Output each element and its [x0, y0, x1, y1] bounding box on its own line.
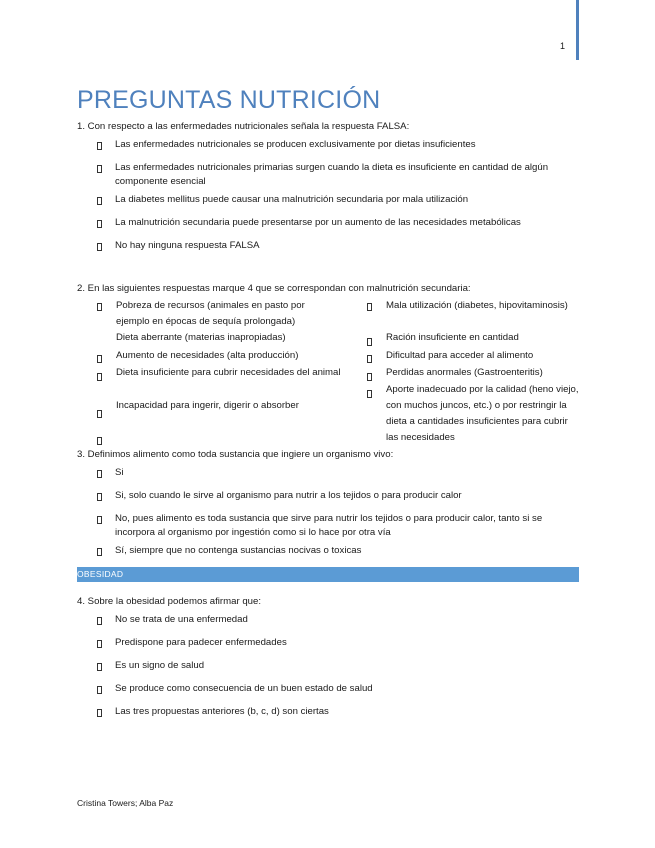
options-right-column [347, 298, 579, 443]
checkbox-icon[interactable] [97, 663, 102, 671]
checkbox-icon[interactable] [97, 303, 102, 311]
checkbox-icon[interactable] [97, 165, 102, 173]
option-label: Si, solo cuando le sirve al organismo para nutrir a los tejidos o para producir calor [115, 490, 462, 501]
option-label: Las enfermedades nutricionales primarias surgen cuando la dieta es insuficiente en cantidad de algún componente esencial [115, 162, 549, 187]
checkbox-icon[interactable] [97, 640, 102, 648]
checkbox-icon[interactable] [97, 686, 102, 694]
checkbox-icon[interactable] [367, 390, 372, 398]
option-label: Las enfermedades nutricionales se producen exclusivamente por dietas insuficientes [115, 139, 476, 150]
q4-option-c[interactable] [77, 657, 579, 680]
q1-option-e[interactable] [77, 237, 579, 260]
question-1-text: 1. Con respecto a las enfermedades nutricionales señala la respuesta FALSA: [77, 121, 410, 132]
checkbox-icon[interactable] [97, 410, 102, 418]
checkbox-icon[interactable] [97, 355, 102, 363]
checkbox-icon[interactable] [367, 355, 372, 363]
checkbox-icon[interactable] [97, 470, 102, 478]
option-label: No hay ninguna respuesta FALSA [115, 240, 260, 251]
q4-option-e[interactable] [77, 703, 579, 726]
question-4 [77, 592, 579, 726]
question-2-options [77, 298, 579, 443]
option-label: Es un signo de salud [115, 660, 205, 671]
option-label: Las tres propuestas anteriores (b, c, d) son ciertas [115, 706, 329, 717]
option-label: La malnutrición secundaria puede presentarse por un aumento de las necesidades metabólicas [115, 217, 521, 228]
question-3-text: 3. Definimos alimento como toda sustancia que ingiere un organismo vivo: [77, 449, 394, 460]
checkbox-icon[interactable] [97, 617, 102, 625]
option-label: No, pues alimento es toda sustancia que sirve para nutrir los tejidos o para producir calor, tanto si se incorpora al organismo por ingestión como si lo hace por otra vía [115, 513, 543, 538]
q3-option-d[interactable] [77, 542, 579, 565]
q1-option-c[interactable] [77, 191, 579, 214]
options-left-column [77, 298, 347, 443]
option-label: Si [115, 467, 124, 478]
q4-option-d[interactable] [77, 680, 579, 703]
q2-left-option-2: Dieta aberrante (materias inapropiadas) [116, 332, 286, 343]
question-3-options [77, 464, 579, 565]
checkbox-icon[interactable] [97, 373, 102, 381]
q2-right-option-5: Aporte inadecuado por la calidad (heno viejo, con muchos juncos, etc.) o por restringir la dieta a cantidades insuficientes para cubrir las necesidades [386, 384, 579, 443]
question-3 [77, 445, 579, 565]
question-1 [77, 117, 579, 260]
checkbox-icon[interactable] [367, 338, 372, 346]
header-rule [576, 0, 579, 60]
q3-option-a[interactable] [77, 464, 579, 487]
checkbox-icon[interactable] [97, 142, 102, 150]
q2-right-option-3: Dificultad para acceder al alimento [386, 350, 534, 361]
question-2-text: 2. En las siguientes respuestas marque 4 que se correspondan con malnutrición secundaria: [77, 283, 471, 294]
footer-authors: Cristina Towers; Alba Paz [77, 798, 174, 808]
option-label: Se produce como consecuencia de un buen estado de salud [115, 683, 373, 694]
checkbox-icon[interactable] [97, 548, 102, 556]
checkbox-icon[interactable] [97, 243, 102, 251]
page-number: 1 [560, 41, 566, 51]
checkbox-icon[interactable] [97, 516, 102, 524]
q2-left-option-4: Dieta insuficiente para cubrir necesidades del animal [116, 367, 341, 378]
q2-right-option-2: Ración insuficiente en cantidad [386, 332, 519, 343]
question-2 [77, 279, 579, 443]
q1-option-d[interactable] [77, 214, 579, 237]
question-4-options [77, 611, 579, 726]
checkbox-icon[interactable] [97, 437, 102, 445]
question-4-text: 4. Sobre la obesidad podemos afirmar que: [77, 596, 261, 607]
q2-left-option-1: Pobreza de recursos (animales en pasto por ejemplo en épocas de sequía prolongada) [116, 300, 305, 327]
q2-right-option-4: Perdidas anormales (Gastroenteritis) [386, 367, 543, 378]
option-label: La diabetes mellitus puede causar una malnutrición secundaria por mala utilización [115, 194, 469, 205]
document-body [77, 117, 579, 726]
q2-left-option-5: Incapacidad para ingerir, digerir o absorber [116, 400, 299, 411]
option-label: No se trata de una enfermedad [115, 614, 248, 625]
checkbox-icon[interactable] [97, 709, 102, 717]
document-title: PREGUNTAS NUTRICIÓN [77, 86, 381, 114]
checkbox-icon[interactable] [367, 303, 372, 311]
q3-option-b[interactable] [77, 487, 579, 510]
q4-option-a[interactable] [77, 611, 579, 634]
q4-option-b[interactable] [77, 634, 579, 657]
option-label: Predispone para padecer enfermedades [115, 637, 287, 648]
q3-option-c[interactable] [77, 510, 579, 542]
checkbox-icon[interactable] [97, 220, 102, 228]
q1-option-a[interactable] [77, 136, 579, 159]
section-heading-obesidad: OBESIDAD [77, 567, 579, 582]
q2-right-option-1: Mala utilización (diabetes, hipovitaminosis) [386, 300, 568, 311]
checkbox-icon[interactable] [97, 197, 102, 205]
option-label: Sí, siempre que no contenga sustancias nocivas o toxicas [115, 545, 362, 556]
question-1-options [77, 136, 579, 260]
q1-option-b[interactable] [77, 159, 579, 191]
q2-left-option-3: Aumento de necesidades (alta producción) [116, 350, 299, 361]
checkbox-icon[interactable] [97, 493, 102, 501]
checkbox-icon[interactable] [367, 373, 372, 381]
